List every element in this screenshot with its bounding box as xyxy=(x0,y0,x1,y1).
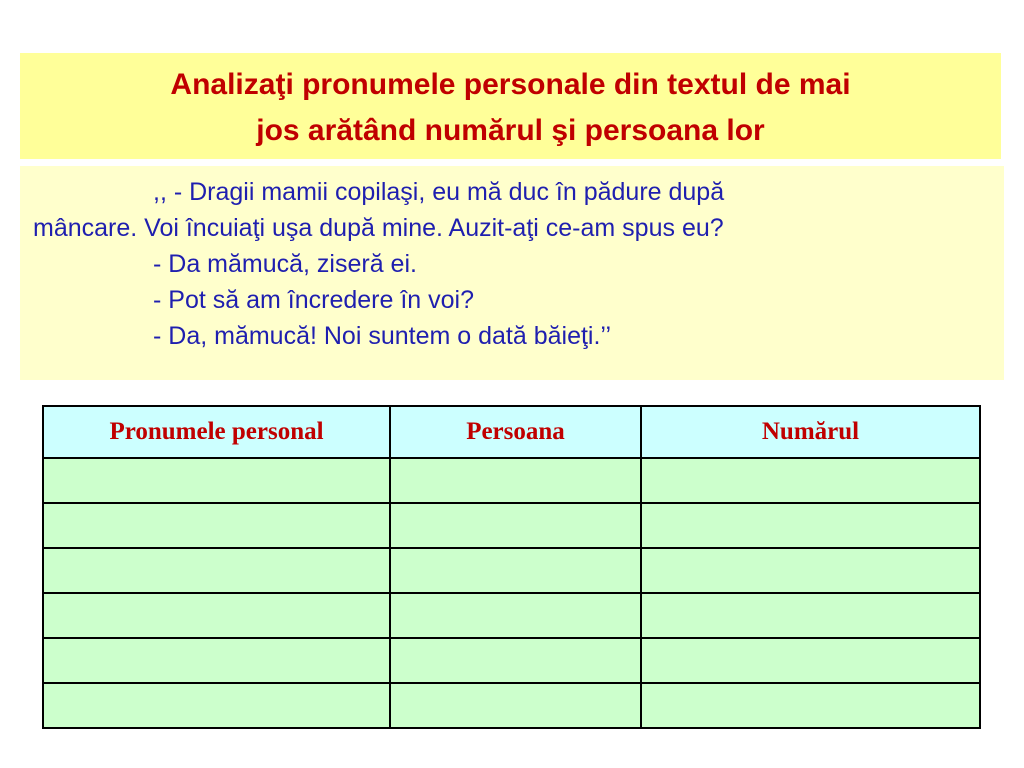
table-row xyxy=(43,503,980,548)
passage-line-2: mâncare. Voi încuiaţi uşa după mine. Auzit-aţi ce-am spus eu? xyxy=(33,214,724,242)
table-cell[interactable] xyxy=(43,593,390,638)
title-banner xyxy=(20,53,1001,159)
table-cell[interactable] xyxy=(43,683,390,728)
passage-line-3: - Da mămucă, ziseră ei. xyxy=(153,250,417,278)
table-row xyxy=(43,458,980,503)
table-row xyxy=(43,593,980,638)
table-cell[interactable] xyxy=(390,548,641,593)
table-cell[interactable] xyxy=(390,638,641,683)
passage-line-5: - Da, mămucă! Noi suntem o dată băieţi.’’ xyxy=(153,322,612,350)
table-cell[interactable] xyxy=(43,548,390,593)
title-line-2: jos arătând numărul şi persoana lor xyxy=(256,114,765,147)
header-persoana: Persoana xyxy=(390,406,641,458)
table-row xyxy=(43,638,980,683)
table-cell[interactable] xyxy=(641,548,980,593)
table-cell[interactable] xyxy=(43,638,390,683)
text-passage xyxy=(20,166,1004,380)
table-row xyxy=(43,683,980,728)
table-cell[interactable] xyxy=(390,503,641,548)
passage-line-1: ,, - Dragii mamii copilaşi, eu mă duc în pădure după xyxy=(153,178,725,206)
table-cell[interactable] xyxy=(641,503,980,548)
table-row xyxy=(43,548,980,593)
table-cell[interactable] xyxy=(390,458,641,503)
answer-table xyxy=(42,405,981,729)
table-cell[interactable] xyxy=(43,458,390,503)
header-numarul: Numărul xyxy=(641,406,980,458)
passage-line-4: - Pot să am încredere în voi? xyxy=(153,286,474,314)
answer-table-wrapper xyxy=(42,405,981,729)
table-cell[interactable] xyxy=(641,638,980,683)
table-cell[interactable] xyxy=(641,683,980,728)
header-pronume: Pronumele personal xyxy=(43,406,390,458)
table-cell[interactable] xyxy=(390,683,641,728)
table-cell[interactable] xyxy=(390,593,641,638)
title-line-1: Analizaţi pronumele personale din textul de mai xyxy=(170,68,851,101)
table-cell[interactable] xyxy=(641,593,980,638)
table-cell[interactable] xyxy=(43,503,390,548)
table-header-row xyxy=(43,406,980,458)
table-cell[interactable] xyxy=(641,458,980,503)
